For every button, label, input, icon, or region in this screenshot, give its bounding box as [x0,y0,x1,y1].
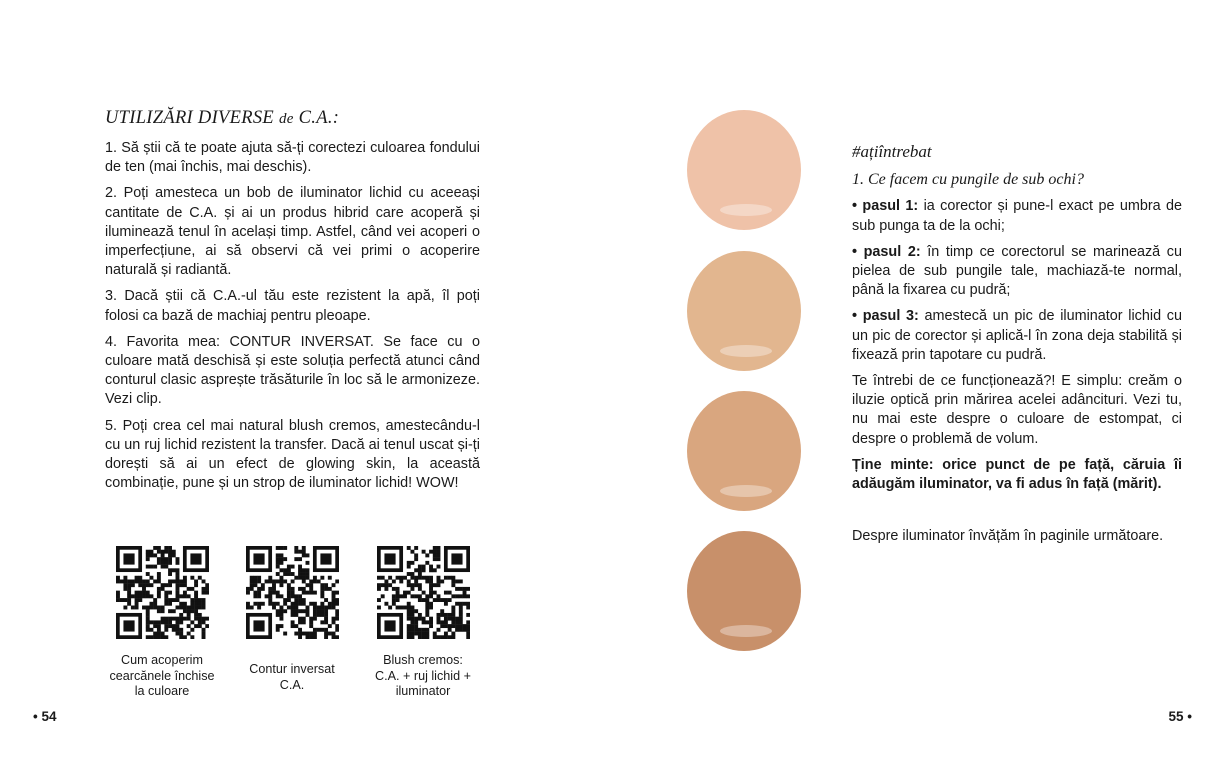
faq-column [852,142,1182,553]
qr-item-3 [363,546,483,700]
reminder-note: Ține minte: orice punct de pe față, căruia îi adăugăm iluminator, va fi adus în față (mărit). [852,456,1182,493]
use-item-2: 2. Poți amesteca un bob de iluminator lichid cu aceeași cantitate de C.A. și ai un produs hibrid care acoperă și iluminează tenul în același timp. Astfel, când vei acoperi o imperfecțiune, ai să observi că vei primi o acoperire naturală și radiantă. [105,185,480,279]
swatch-1 [686,108,806,232]
explanation-paragraph: Te întrebi de ce funcționează?! E simplu: creăm o iluzie optică prin mărirea acelei adâncituri. Vezi tu, nu mai este despre o culoare de estompat, ci despre o problemă de volum. [852,373,1182,447]
qr-code-icon[interactable] [116,546,209,639]
page-number-left: • 54 [33,709,57,724]
question-heading: 1. Ce facem cu pungile de sub ochi? [852,171,1084,189]
closing-paragraph: Despre iluminator învățăm în paginile următoare. [852,528,1164,545]
step-1: • pasul 1: ia corector și pune-l exact pe umbra de sub punga ta de la ochi; [852,198,1183,234]
title-de: de [278,111,294,127]
page-number-right: 55 • [1168,709,1192,724]
use-item-4: 4. Favorita mea: CONTUR INVERSAT. Se face cu o culoare mată deschisă și este soluția perfectă atunci când conturul clasic asprește trăsăturile în loc să le armonizeze. Vezi clip. [105,333,480,408]
title-main: UTILIZĂRI DIVERSE [105,108,275,128]
qr-item-2 [232,546,352,693]
qr-caption-3: Blush cremos: C.A. + ruj lichid + iluminator [375,653,471,698]
step-2: • pasul 2: în timp ce corectorul se marinează cu pielea de sub pungile tale, machiază-te normal, până la fixarea cu pudră; [852,243,1182,299]
title-suffix: C.A.: [298,108,340,128]
swatch-3 [686,389,806,513]
step-3: • pasul 3: amestecă un pic de iluminator lichid cu un pic de corector și aplică-l în zona deja stabilită și fixează prin tapotare cu pudră. [852,308,1182,363]
use-item-5: 5. Poți crea cel mai natural blush cremos, amestecându-l cu un ruj lichid rezistent la transfer. Dacă ai tenul uscat și-ți dorești să ai un efect de glowing skin, la această combinație, pune și un strop de iluminator lichid! WOW! [105,417,480,492]
qr-caption-2: Contur inversat C.A. [249,662,335,692]
qr-code-icon[interactable] [246,546,339,639]
swatch-4 [686,529,806,653]
hashtag-heading: #ațiîntrebat [852,142,932,161]
use-item-3: 3. Dacă știi că C.A.-ul tău este rezistent la apă, îl poți folosi ca bază de machiaj pentru pleoape. [105,288,480,324]
swatch-2 [686,249,806,373]
section-title [105,108,339,129]
qr-code-icon[interactable] [377,546,470,639]
use-item-1: 1. Să știi că te poate ajuta să-ți corectezi culoarea fondului de ten (mai închis, mai deschis). [105,140,480,176]
uses-list [105,139,480,500]
right-page [611,0,1222,758]
qr-item-1 [102,546,222,700]
qr-caption-1: Cum acoperim cearcănele închise la culoare [109,653,215,698]
